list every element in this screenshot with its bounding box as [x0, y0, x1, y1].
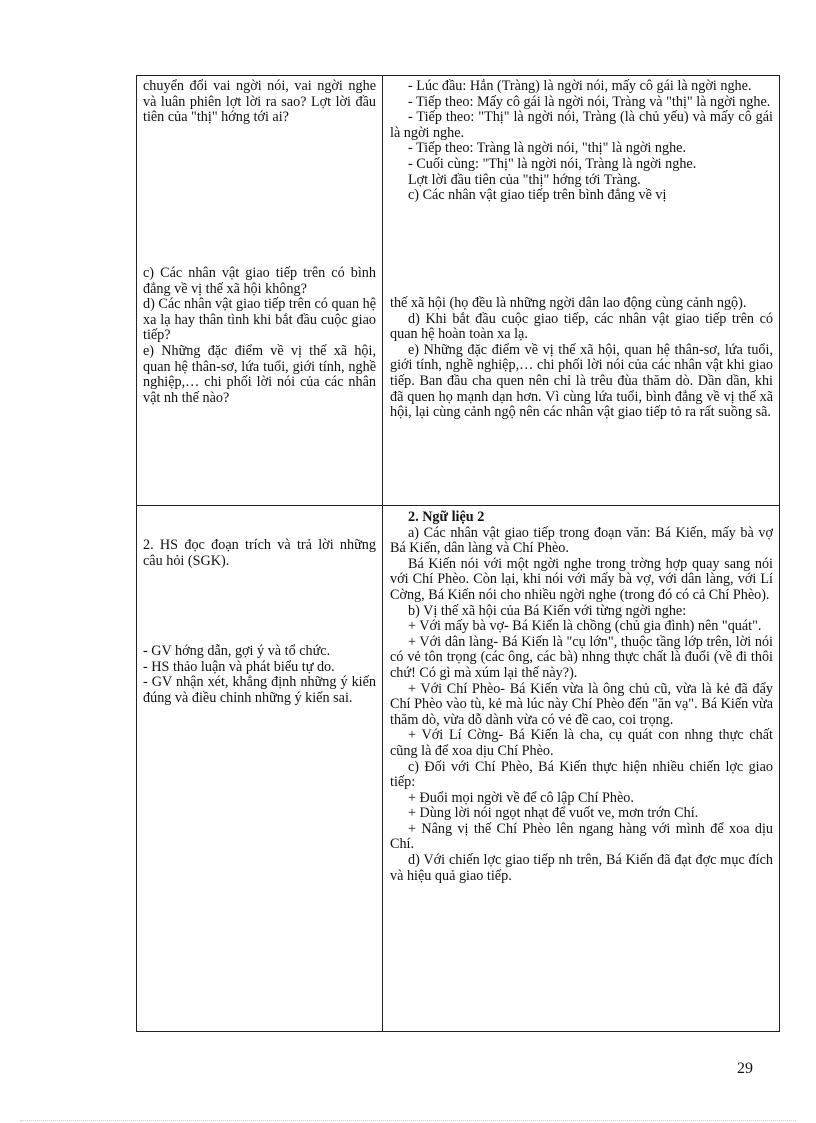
row1-left-questions-a: [143, 79, 376, 126]
answer-line: - Tiếp theo: Tràng là ngời nói, "thị" là ngời nghe.: [408, 140, 687, 157]
answer-line: - Cuối cùng: "Thị" là ngời nói, Tràng là ngời nghe.: [408, 155, 697, 172]
footer-divider: [20, 1120, 796, 1121]
lesson-table: [136, 75, 780, 1032]
row1-left-questions-b: [143, 266, 376, 406]
row2-left-activity-b: [143, 644, 376, 706]
content-line: + Với Chí Phèo- Bá Kiến vừa là ông chủ cũ, vừa là kẻ đã đẩy Chí Phèo vào tù, kẻ mà lúc này Chí Phèo đến "ăn vạ". Bá Kiến vừa thăm dò, vừa dỗ dành vừa có vẻ đề cao, coi trọng.: [390, 680, 773, 728]
question-e: e) Những đặc điểm về vị thế xã hội, quan hệ thân-sơ, lứa tuổi, giới tính, nghề nghiệp,… chi phối lời nói của các nhân vật nh thế nào?: [143, 342, 376, 406]
question-text: chuyển đổi vai ngời nói, vai ngời nghe và luân phiên lợt lời ra sao? Lợt lời đầu tiên của "thị" hớng tới ai?: [143, 78, 376, 126]
answer-line: thế xã hội (họ đều là những ngời dân lao động cùng cảnh ngộ).: [390, 295, 747, 311]
answer-line: - Tiếp theo: Mấy cô gái là ngời nói, Tràng và "thị" là ngời nghe.: [408, 93, 771, 110]
activity-text: - GV nhận xét, khẳng định những ý kiến đúng và điều chỉnh những ý kiến sai.: [143, 674, 376, 706]
content-line: Bá Kiến nói với một ngời nghe trong trờng hợp quay sang nói với Chí Phèo. Còn lại, khi nói với mấy bà vợ, với dân làng, với Lí Cờng, Bá Kiến nói cho nhiều ngời nghe (trong đó có cả Chí Phèo).: [390, 555, 773, 603]
activity-text: - HS thảo luận và phát biểu tự do.: [143, 658, 335, 675]
answer-line: - Tiếp theo: "Thị" là ngời nói, Tràng (là chủ yếu) và mấy cô gái là ngời nghe.: [390, 109, 773, 141]
row2-left-activity-a: [143, 538, 376, 569]
page-number: 29: [737, 1060, 753, 1077]
content-line: + Dùng lời nói ngọt nhạt để vuốt ve, mơn trớn Chí.: [408, 805, 699, 822]
content-line: + Với Lí Cờng- Bá Kiến là cha, cụ quát con nhng thực chất cũng là để xoa dịu Chí Phèo.: [390, 727, 773, 759]
content-line: + Với mấy bà vợ- Bá Kiến là chồng (chủ gia đình) nên "quát".: [408, 618, 762, 635]
content-line: + Đuổi mọi ngời về để cô lập Chí Phèo.: [408, 789, 634, 806]
activity-text: - GV hớng dẫn, gợi ý và tổ chức.: [143, 643, 331, 659]
content-line: b) Vị thế xã hội của Bá Kiến với từng ngời nghe:: [408, 602, 687, 619]
question-c: c) Các nhân vật giao tiếp trên có bình đẳng về vị thế xã hội không?: [143, 265, 376, 297]
answer-line: Lợt lời đầu tiên của "thị" hớng tới Tràng.: [408, 171, 641, 188]
column-divider: [382, 76, 383, 1031]
row1-right-answers-a: [390, 79, 773, 204]
answer-line: - Lúc đầu: Hắn (Tràng) là ngời nói, mấy cô gái là ngời nghe.: [408, 78, 752, 94]
activity-text: 2. HS đọc đoạn trích và trả lời những câu hỏi (SGK).: [143, 537, 376, 569]
content-line: + Nâng vị thế Chí Phèo lên ngang hàng với mình để xoa dịu Chí.: [390, 820, 773, 853]
answer-line: c) Các nhân vật giao tiếp trên bình đẳng về vị: [408, 187, 667, 204]
content-line: c) Đối với Chí Phèo, Bá Kiến thực hiện nhiều chiến lợc giao tiếp:: [390, 758, 773, 791]
answer-line: d) Khi bắt đầu cuộc giao tiếp, các nhân vật giao tiếp trên có quan hệ hoàn toàn xa lạ.: [390, 310, 773, 343]
content-line: + Với dân làng- Bá Kiến là "cụ lớn", thuộc tầng lớp trên, lời nói có vẻ tôn trọng (các ông, các bà) nhng thực chất là đuổi (về đi thôi chứ! Có gì mà xúm lại thế này?).: [390, 633, 773, 681]
row2-right-content: [390, 510, 773, 884]
row-divider: [137, 505, 779, 506]
content-line: a) Các nhân vật giao tiếp trong đoạn văn: Bá Kiến, mấy bà vợ Bá Kiến, dân làng và Chí Phèo.: [390, 524, 773, 557]
answer-line: e) Những đặc điểm về vị thế xã hội, quan hệ thân-sơ, lứa tuổi, giới tính, nghề nghiệp,… chi phối lời nói của các nhân vật khi giao tiếp. Ban đầu cha quen nên chỉ là trêu đùa thăm dò. Dần dần, khi đã quen họ mạnh dạn hơn. Vì cùng lứa tuổi, bình đẳng về vị thế xã hội, lại cùng cảnh ngộ nên các nhân vật giao tiếp tỏ ra rất suồng sã.: [390, 341, 773, 421]
row1-right-answers-b: [390, 296, 773, 421]
section-heading: 2. Ngữ liệu 2: [408, 509, 485, 525]
question-d: d) Các nhân vật giao tiếp trên có quan hệ xa lạ hay thân tình khi bắt đầu cuộc giao tiếp?: [143, 296, 376, 344]
content-line: d) Với chiến lợc giao tiếp nh trên, Bá Kiến đã đạt đợc mục đích và hiệu quả giao tiếp.: [390, 852, 773, 884]
